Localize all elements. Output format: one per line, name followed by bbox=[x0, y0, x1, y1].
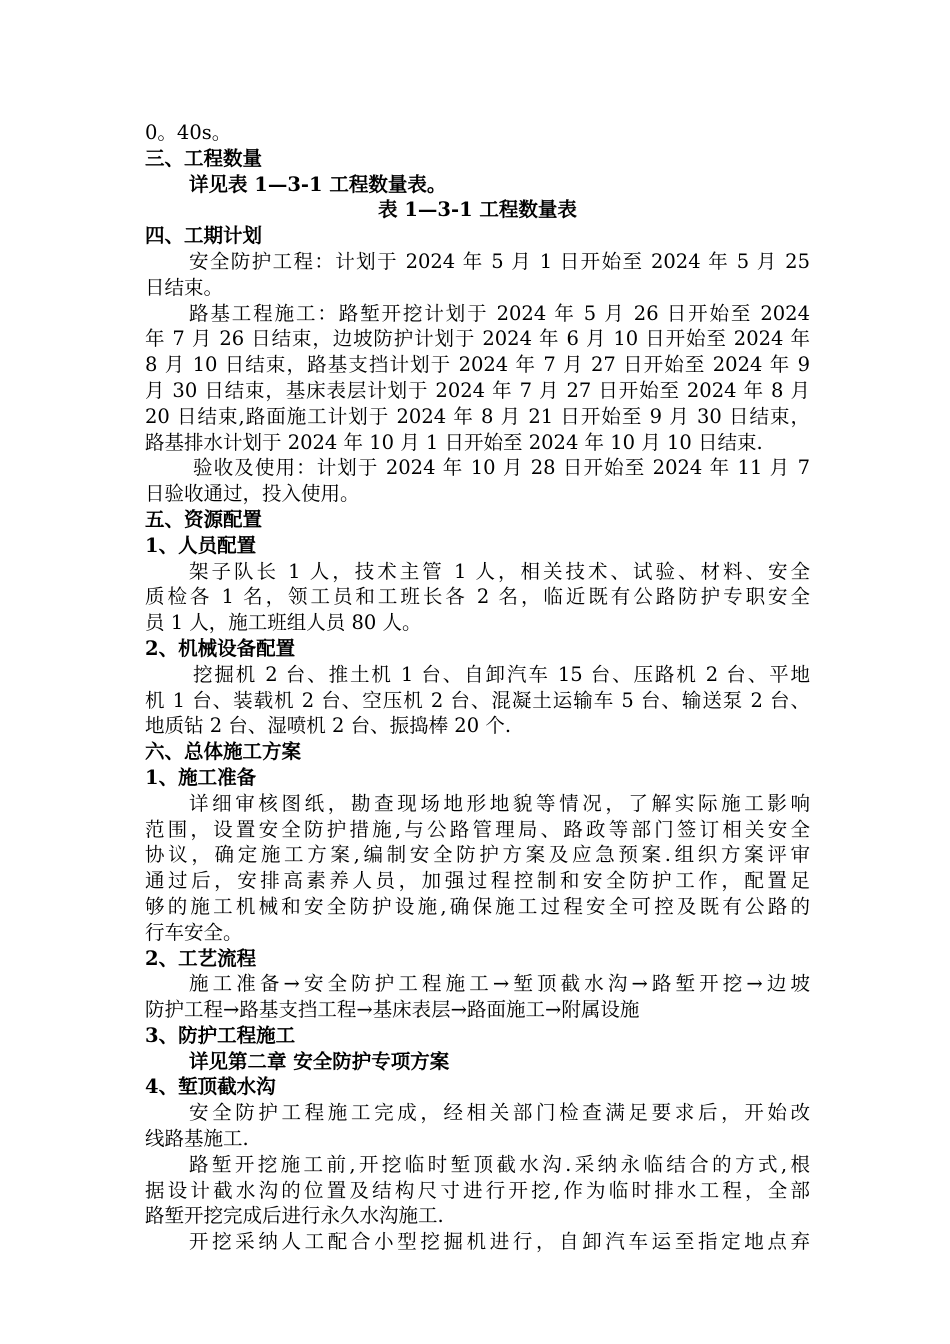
text-line: 路堑开挖完成后进行永久水沟施工. bbox=[145, 1204, 444, 1228]
document-page bbox=[145, 120, 810, 1255]
text-line: 月 30 日结束，基床表层计划于 2024 年 7 月 27 日开始至 2024 年 8 月 bbox=[145, 378, 810, 402]
text-line: 1、人员配置 bbox=[145, 533, 257, 557]
text-line: 协议，确定施工方案,编制安全防护方案及应急预案.组织方案评审 bbox=[145, 843, 810, 867]
text-line: 通过后，安排高素养人员，加强过程控制和安全防护工作，配置足 bbox=[145, 869, 810, 893]
text-line: 五、资源配置 bbox=[145, 507, 263, 531]
text-line: 挖掘机 2 台、推土机 1 台、自卸汽车 15 台、压路机 2 台、平地 bbox=[193, 662, 810, 686]
text-line: 架子队长 1 人，技术主管 1 人，相关技术、试验、材料、安全 bbox=[189, 559, 810, 583]
text-line: 地质钻 2 台、湿喷机 2 台、振捣棒 20 个. bbox=[145, 714, 512, 738]
text-line: 防护工程→路基支挡工程→基床表层→路面施工→附属设施 bbox=[145, 998, 640, 1022]
text-line: 2、机械设备配置 bbox=[145, 636, 296, 660]
text-line: 安全防护工程施工完成，经相关部门检查满足要求后，开始改 bbox=[189, 1101, 810, 1125]
text-line: 1、施工准备 bbox=[145, 765, 257, 789]
text-line: 20 日结束,路面施工计划于 2024 年 8 月 21 日开始至 9 月 30 日结束， bbox=[145, 404, 810, 428]
text-line: 日结束。 bbox=[145, 275, 224, 299]
text-line: 路堑开挖施工前,开挖临时堑顶截水沟.采纳永临结合的方式,根 bbox=[189, 1152, 810, 1176]
text-line: 安全防护工程：计划于 2024 年 5 月 1 日开始至 2024 年 5 月 25 bbox=[189, 249, 810, 273]
text-line: 施工准备→安全防护工程施工→堑顶截水沟→路堑开挖→边坡 bbox=[189, 972, 810, 996]
text-line: 表 1—3-1 工程数量表 bbox=[378, 198, 577, 222]
text-line: 六、总体施工方案 bbox=[145, 740, 302, 764]
text-line: 据设计截水沟的位置及结构尺寸进行开挖,作为临时排水工程，全部 bbox=[145, 1178, 810, 1202]
text-line: 详见第二章 安全防护专项方案 bbox=[189, 1049, 450, 1073]
text-line: 年 7 月 26 日结束，边坡防护计划于 2024 年 6 月 10 日开始至 2024 年 bbox=[145, 327, 810, 351]
text-line: 范围，设置安全防护措施,与公路管理局、路政等部门签订相关安全 bbox=[145, 817, 810, 841]
text-line: 四、工期计划 bbox=[145, 224, 263, 248]
text-line: 路基工程施工：路堑开挖计划于 2024 年 5 月 26 日开始至 2024 bbox=[189, 301, 810, 325]
text-line: 4、堑顶截水沟 bbox=[145, 1075, 276, 1099]
text-line: 员 1 人，施工班组人员 80 人。 bbox=[145, 611, 422, 635]
text-line: 路基排水计划于 2024 年 10 月 1 日开始至 2024 年 10 月 10 日结束. bbox=[145, 430, 763, 454]
text-line: 详细审核图纸，勘查现场地形地貌等情况，了解实际施工影响 bbox=[189, 791, 810, 815]
text-line: 2、工艺流程 bbox=[145, 946, 257, 970]
text-line: 质检各 1 名，领工员和工班长各 2 名，临近既有公路防护专职安全 bbox=[145, 585, 810, 609]
text-line: 行车安全。 bbox=[145, 920, 243, 944]
text-line: 开挖采纳人工配合小型挖掘机进行，自卸汽车运至指定地点弃 bbox=[189, 1230, 810, 1254]
text-line: 3、防护工程施工 bbox=[145, 1023, 296, 1047]
text-line: 8 月 10 日结束，路基支挡计划于 2024 年 7 月 27 日开始至 2024 年 9 bbox=[145, 353, 810, 377]
text-line: 机 1 台、装载机 2 台、空压机 2 台、混凝土运输车 5 台、输送泵 2 台、 bbox=[145, 688, 810, 712]
text-line: 0。40s。 bbox=[145, 121, 232, 144]
text-line: 详见表 1—3-1 工程数量表。 bbox=[189, 172, 447, 196]
text-line: 验收及使用：计划于 2024 年 10 月 28 日开始至 2024 年 11 月 7 bbox=[193, 456, 810, 480]
text-line: 三、工程数量 bbox=[145, 146, 263, 170]
text-line: 线路基施工. bbox=[145, 1127, 249, 1151]
text-line: 日验收通过，投入使用。 bbox=[145, 482, 360, 506]
text-line: 够的施工机械和安全防护设施,确保施工过程安全可控及既有公路的 bbox=[145, 894, 810, 918]
